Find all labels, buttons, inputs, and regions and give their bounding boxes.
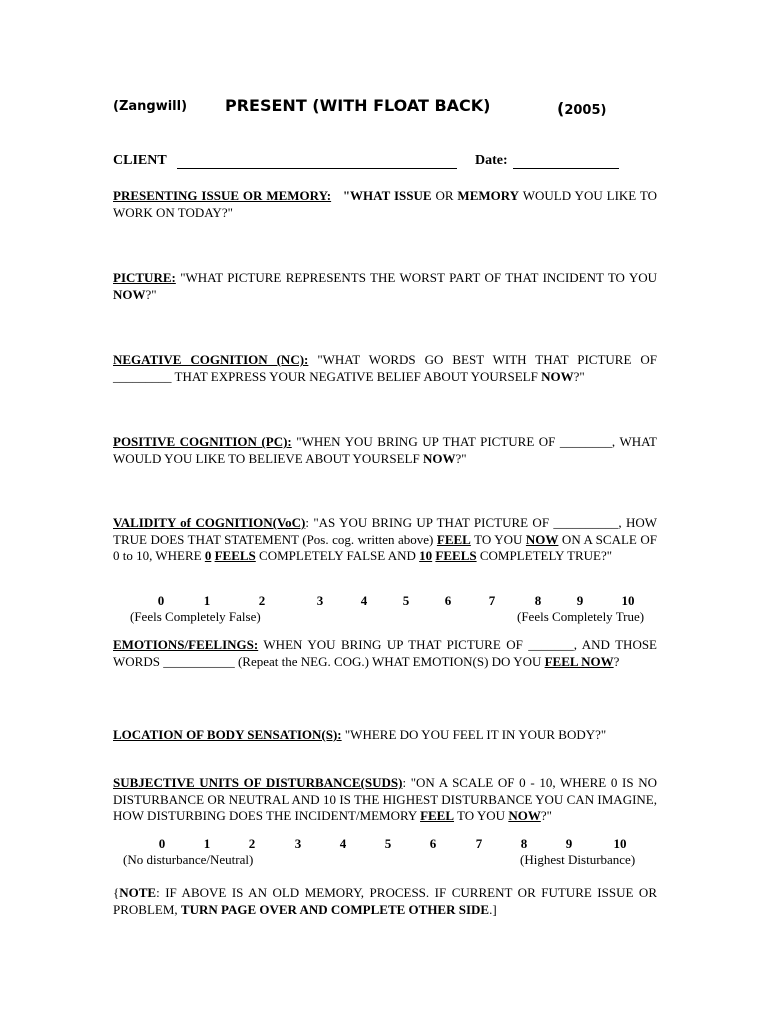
scale-value[interactable]: 4 [360, 593, 368, 608]
suds-high-caption: (Highest Disturbance) [520, 852, 636, 867]
suds-scale [113, 836, 657, 852]
scale-value[interactable]: 2 [258, 593, 266, 608]
emotions-section: EMOTIONS/FEELINGS: WHEN YOU BRING UP THAT PICTURE OF _______, AND THOSE WORDS ___________ (Repeat the NEG. COG.) WHAT EMOTION(S) DO YOU FEEL NOW? [113, 637, 657, 669]
negative-cognition-heading: NEGATIVE COGNITION (NC): [113, 352, 309, 367]
positive-cognition-section: POSITIVE COGNITION (PC): "WHEN YOU BRING UP THAT PICTURE OF ________, WHAT WOULD YOU LIKE TO BELIEVE ABOUT YOURSELF NOW?" [113, 434, 657, 466]
scale-value[interactable]: 3 [316, 593, 324, 608]
scale-value[interactable]: 7 [488, 593, 496, 608]
picture-heading: PICTURE: [113, 270, 176, 285]
scale-value[interactable]: 10 [613, 836, 627, 851]
note-section: {NOTE: IF ABOVE IS AN OLD MEMORY, PROCESS. IF CURRENT OR FUTURE ISSUE OR PROBLEM, TURN PAGE OVER AND COMPLETE OTHER SIDE.] [113, 885, 657, 917]
scale-value[interactable]: 7 [475, 836, 483, 851]
author-label: (Zangwill) [113, 99, 188, 114]
location-section: LOCATION OF BODY SENSATION(S): "WHERE DO YOU FEEL IT IN YOUR BODY?" [113, 727, 607, 742]
scale-value[interactable]: 9 [565, 836, 573, 851]
voc-low-caption: (Feels Completely False) [130, 609, 261, 624]
location-heading: LOCATION OF BODY SENSATION(S): [113, 727, 342, 742]
suds-low-caption: (No disturbance/Neutral) [123, 852, 254, 867]
presenting-issue-section: PRESENTING ISSUE OR MEMORY: "WHAT ISSUE OR MEMORY WOULD YOU LIKE TO WORK ON TODAY?" [113, 188, 658, 220]
year-label: (2005) [557, 99, 607, 118]
validity-heading: VALIDITY of COGNITION(VoC) [113, 515, 306, 530]
scale-value[interactable]: 0 [157, 593, 165, 608]
form-title: PRESENT (WITH FLOAT BACK) [225, 96, 491, 115]
negative-cognition-section: NEGATIVE COGNITION (NC): "WHAT WORDS GO BEST WITH THAT PICTURE OF _________ THAT EXPRESS YOUR NEGATIVE BELIEF ABOUT YOURSELF NOW?" [113, 352, 657, 384]
scale-value[interactable]: 8 [520, 836, 528, 851]
voc-high-caption: (Feels Completely True) [517, 609, 645, 624]
scale-value[interactable]: 1 [203, 593, 211, 608]
suds-section: SUBJECTIVE UNITS OF DISTURBANCE(SUDS): "ON A SCALE OF 0 - 10, WHERE 0 IS NO DISTURBANCE OR NEUTRAL AND 10 IS THE HIGHEST DISTURBANCE YOU CAN IMAGINE, HOW DISTURBING DOES THE INCIDENT/MEMORY FEEL TO YOU NOW?" [113, 775, 657, 823]
year-value: 2005 [564, 103, 601, 118]
scale-value[interactable]: 3 [294, 836, 302, 851]
scale-value[interactable]: 4 [339, 836, 347, 851]
scale-value[interactable]: 10 [621, 593, 635, 608]
picture-section: PICTURE: "WHAT PICTURE REPRESENTS THE WORST PART OF THAT INCIDENT TO YOU NOW?" [113, 270, 657, 302]
presenting-issue-heading: PRESENTING ISSUE OR MEMORY: [113, 188, 332, 203]
date-label: Date: [475, 153, 508, 168]
positive-cognition-heading: POSITIVE COGNITION (PC): [113, 434, 292, 449]
scale-value[interactable]: 1 [203, 836, 211, 851]
voc-scale [113, 593, 657, 609]
scale-value[interactable]: 5 [384, 836, 392, 851]
scale-value[interactable]: 5 [402, 593, 410, 608]
scale-value[interactable]: 6 [429, 836, 437, 851]
scale-value[interactable]: 2 [248, 836, 256, 851]
scale-value[interactable]: 0 [158, 836, 166, 851]
client-label: CLIENT [113, 153, 167, 168]
scale-value[interactable]: 6 [444, 593, 452, 608]
date-field[interactable] [513, 168, 619, 169]
emotions-heading: EMOTIONS/FEELINGS: [113, 637, 259, 652]
suds-heading: SUBJECTIVE UNITS OF DISTURBANCE(SUDS) [113, 775, 403, 790]
validity-section: VALIDITY of COGNITION(VoC): "AS YOU BRING UP THAT PICTURE OF __________, HOW TRUE DOES THAT STATEMENT (Pos. cog. written above) FEEL TO YOU NOW ON A SCALE OF 0 to 10, WHERE 0 FEELS COMPLETELY FALSE AND 10 FEELS COMPLETELY TRUE?" [113, 515, 658, 563]
scale-value[interactable]: 8 [534, 593, 542, 608]
client-field[interactable] [177, 168, 457, 169]
scale-value[interactable]: 9 [576, 593, 584, 608]
note-label: NOTE [119, 885, 157, 900]
